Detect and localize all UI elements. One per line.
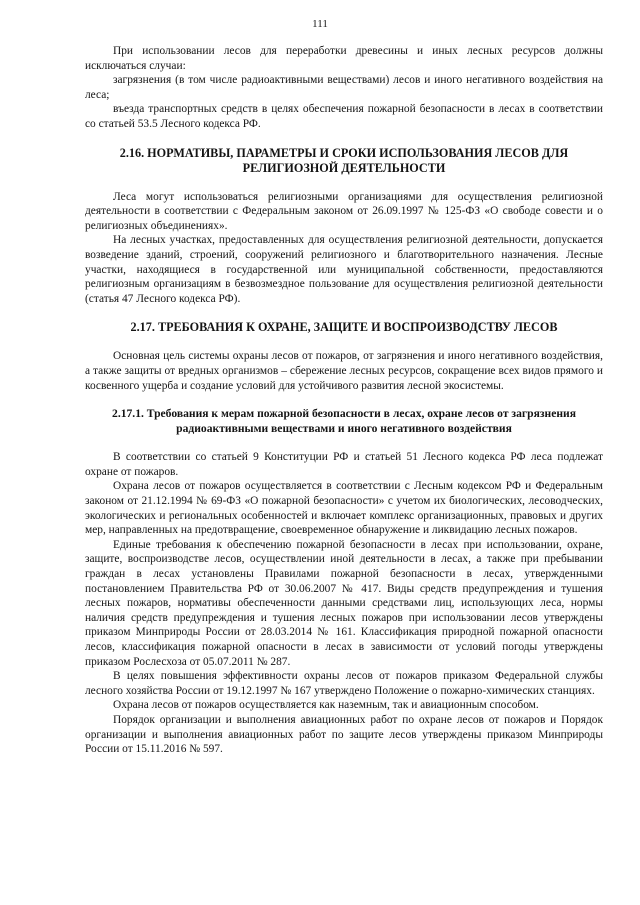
- intro-list-item: въезда транспортных средств в целях обеспечения пожарной безопасности в лесах в соответствии со статьей 53.5 Лесного кодекса РФ.: [85, 103, 603, 130]
- intro-list-item: загрязнения (в том числе радиоактивными веществами) лесов и иного негативного воздействия на леса;: [85, 74, 603, 101]
- section-2-17-heading: 2.17. ТРЕБОВАНИЯ К ОХРАНЕ, ЗАЩИТЕ И ВОСПРОИЗВОДСТВУ ЛЕСОВ: [130, 320, 558, 335]
- intro-paragraph: При использовании лесов для переработки древесины и иных лесных ресурсов должны исключаться случаи:: [85, 45, 603, 72]
- section-2-17-1-paragraph: Охрана лесов от пожаров осуществляется в соответствии с Лесным кодексом РФ и Федеральным законом от 21.12.1994 № 69-ФЗ «О пожарной безопасности» с учетом их биологических, лесоводческих, экологических и региональных особенностей и включает комплекс организационных, правовых и других мер, направленных на предотвращение, своевременное обнаружение и ликвидацию лесных пожаров.: [85, 480, 603, 537]
- section-2-17-1-paragraph: Единые требования к обеспечению пожарной безопасности в лесах при использовании, охране, защите, воспроизводстве лесов, осуществлении иной деятельности в лесах, а также при пребывании граждан в лесах установлены Правилами пожарной безопасности в лесах, утвержденными постановлением Правительства РФ от 30.06.2007 № 417. Виды средств предупреждения и тушения лесных пожаров, нормативы обеспеченности данными средствами лиц, использующих леса, нормы наличия средств предупреждения и тушения лесных пожаров при использовании лесов утверждены приказом Минприроды России от 28.03.2014 № 161. Классификация природной пожарной опасности лесов, классификация пожарной опасности в лесах в зависимости от условий погоды утверждены приказом Рослесхоза от 05.07.2011 № 287.: [85, 538, 603, 668]
- section-2-17-1-paragraph: Охрана лесов от пожаров осуществляется как наземным, так и авиационным способом.: [113, 699, 539, 712]
- page-number: 111: [312, 18, 328, 30]
- section-2-17-1-paragraph: В соответствии со статьей 9 Конституции РФ и статьей 51 Лесного кодекса РФ леса подлежат охране от пожаров.: [85, 451, 603, 478]
- section-2-17-1-paragraph: В целях повышения эффективности охраны лесов от пожаров приказом Федеральной службы лесного хозяйства России от 19.12.1997 № 167 утверждено Положение о пожарно-химических станциях.: [85, 670, 603, 697]
- section-2-16-paragraph: На лесных участках, предоставленных для осуществления религиозной деятельности, допускается возведение зданий, строений, сооружений религиозного и благотворительного назначения. Лесные участки, находящиеся в государственной или муниципальной собственности, предоставляются религиозным организациям в безвозмездное пользование для осуществления религиозной деятельности (статья 47 Лесного кодекса РФ).: [85, 234, 603, 305]
- section-2-17-1-heading: 2.17.1. Требования к мерам пожарной безопасности в лесах, охране лесов от загрязнения радиоактивными веществами и иного негативного воздействия: [112, 407, 576, 435]
- section-2-16-paragraph: Леса могут использоваться религиозными организациями для осуществления религиозной деятельности в соответствии с Федеральным законом от 26.09.1997 № 125-ФЗ «О свободе совести и о религиозных объединениях».: [85, 190, 603, 232]
- section-2-17-1-paragraph: Порядок организации и выполнения авиационных работ по охране лесов от пожаров и Порядок организации и выполнения авиационных работ по защите лесов утверждены приказом Минприроды России от 15.11.2016 № 597.: [85, 713, 603, 756]
- section-2-17-paragraph: Основная цель системы охраны лесов от пожаров, от загрязнения и иного негативного воздействия, а также защиты от вредных организмов – сбережение лесных ресурсов, сокращение всех видов прямого и косвенного ущерба и создание условий для устойчивого развития лесной экосистемы.: [85, 350, 603, 392]
- section-2-16-heading: 2.16. НОРМАТИВЫ, ПАРАМЕТРЫ И СРОКИ ИСПОЛЬЗОВАНИЯ ЛЕСОВ ДЛЯ РЕЛИГИОЗНОЙ ДЕЯТЕЛЬНОСТИ: [119, 145, 569, 175]
- page-body: [85, 44, 603, 757]
